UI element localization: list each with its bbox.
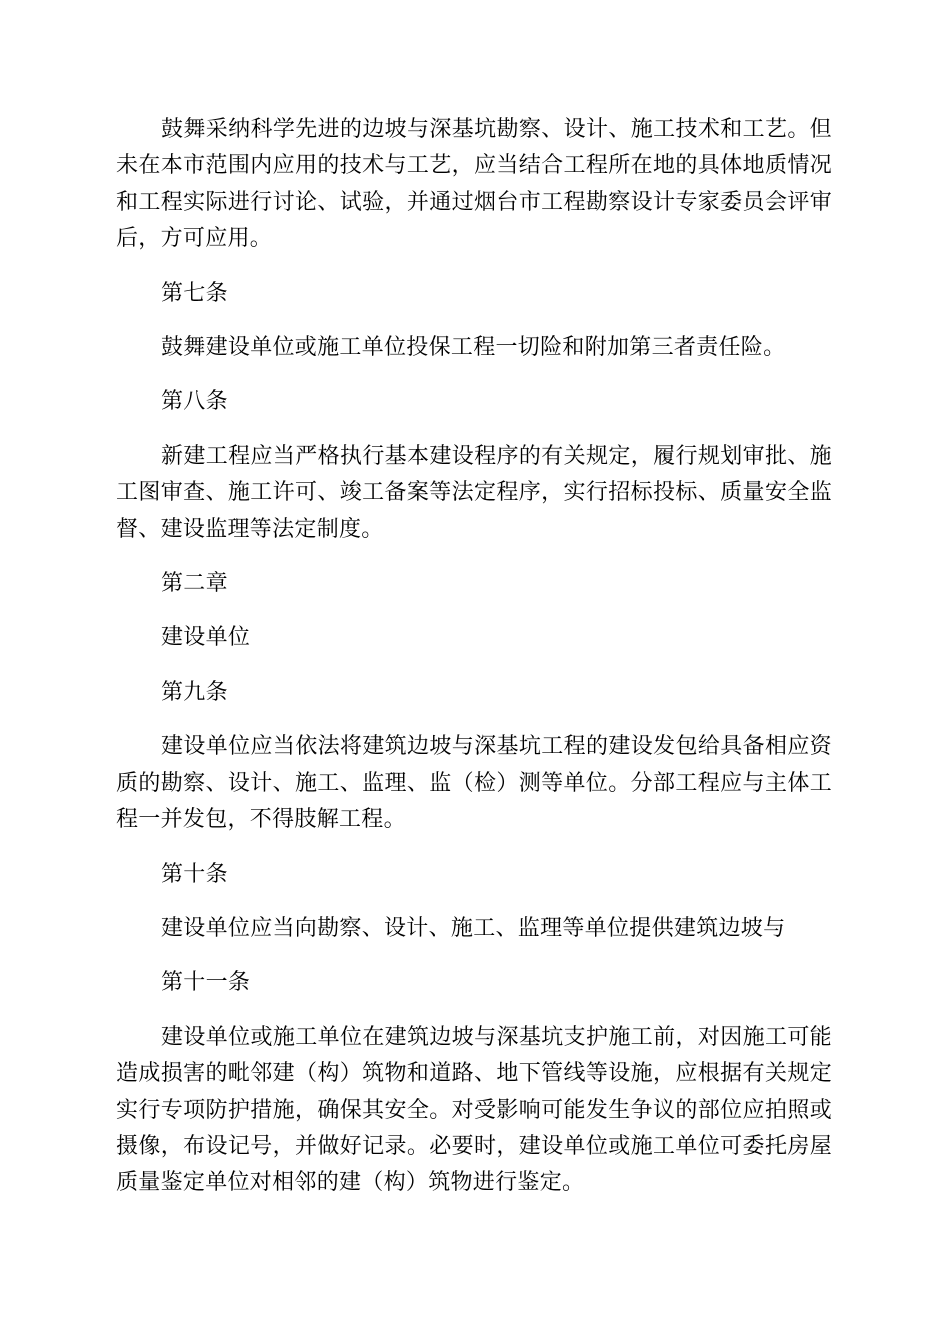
paragraph-protection: 建设单位或施工单位在建筑边坡与深基坑支护施工前，对因施工可能造成损害的毗邻建（构）筑物和道路、地下管线等设施，应根据有关规定实行专项防护措施，确保其安全。对受影响可能发生争议的部位应拍照或摄像，布设记号，并做好记录。必要时，建设单位或施工单位可委托房屋质量鉴定单位对相邻的建（构）筑物进行鉴定。 (116, 1024, 832, 1196)
article-8-heading: 第八条 (161, 389, 228, 415)
document-page (116, 112, 832, 1220)
chapter-2-title: 建设单位 (161, 625, 251, 651)
article-11-heading: 第十一条 (161, 970, 251, 996)
paragraph-contracting: 建设单位应当依法将建筑边坡与深基坑工程的建设发包给具备相应资质的勘察、设计、施工、监理、监（检）测等单位。分部工程应与主体工程一并发包，不得肢解工程。 (116, 734, 832, 833)
article-9-heading: 第九条 (161, 679, 228, 705)
chapter-2-heading: 第二章 (161, 571, 228, 597)
article-7-heading: 第七条 (161, 280, 228, 306)
paragraph-provide-info: 建设单位应当向勘察、设计、施工、监理等单位提供建筑边坡与 (161, 915, 786, 941)
paragraph-procedures: 新建工程应当严格执行基本建设程序的有关规定，履行规划审批、施工图审查、施工许可、竣工备案等法定程序，实行招标投标、质量安全监督、建设监理等法定制度。 (116, 443, 832, 542)
paragraph-insurance: 鼓舞建设单位或施工单位投保工程一切险和附加第三者责任险。 (161, 335, 786, 361)
article-10-heading: 第十条 (161, 861, 228, 887)
paragraph-innovation: 鼓舞采纳科学先进的边坡与深基坑勘察、设计、施工技术和工艺。但未在本市范围内应用的技术与工艺，应当结合工程所在地的具体地质情况和工程实际进行讨论、试验，并通过烟台市工程勘察设计专家委员会评审后，方可应用。 (116, 117, 832, 252)
